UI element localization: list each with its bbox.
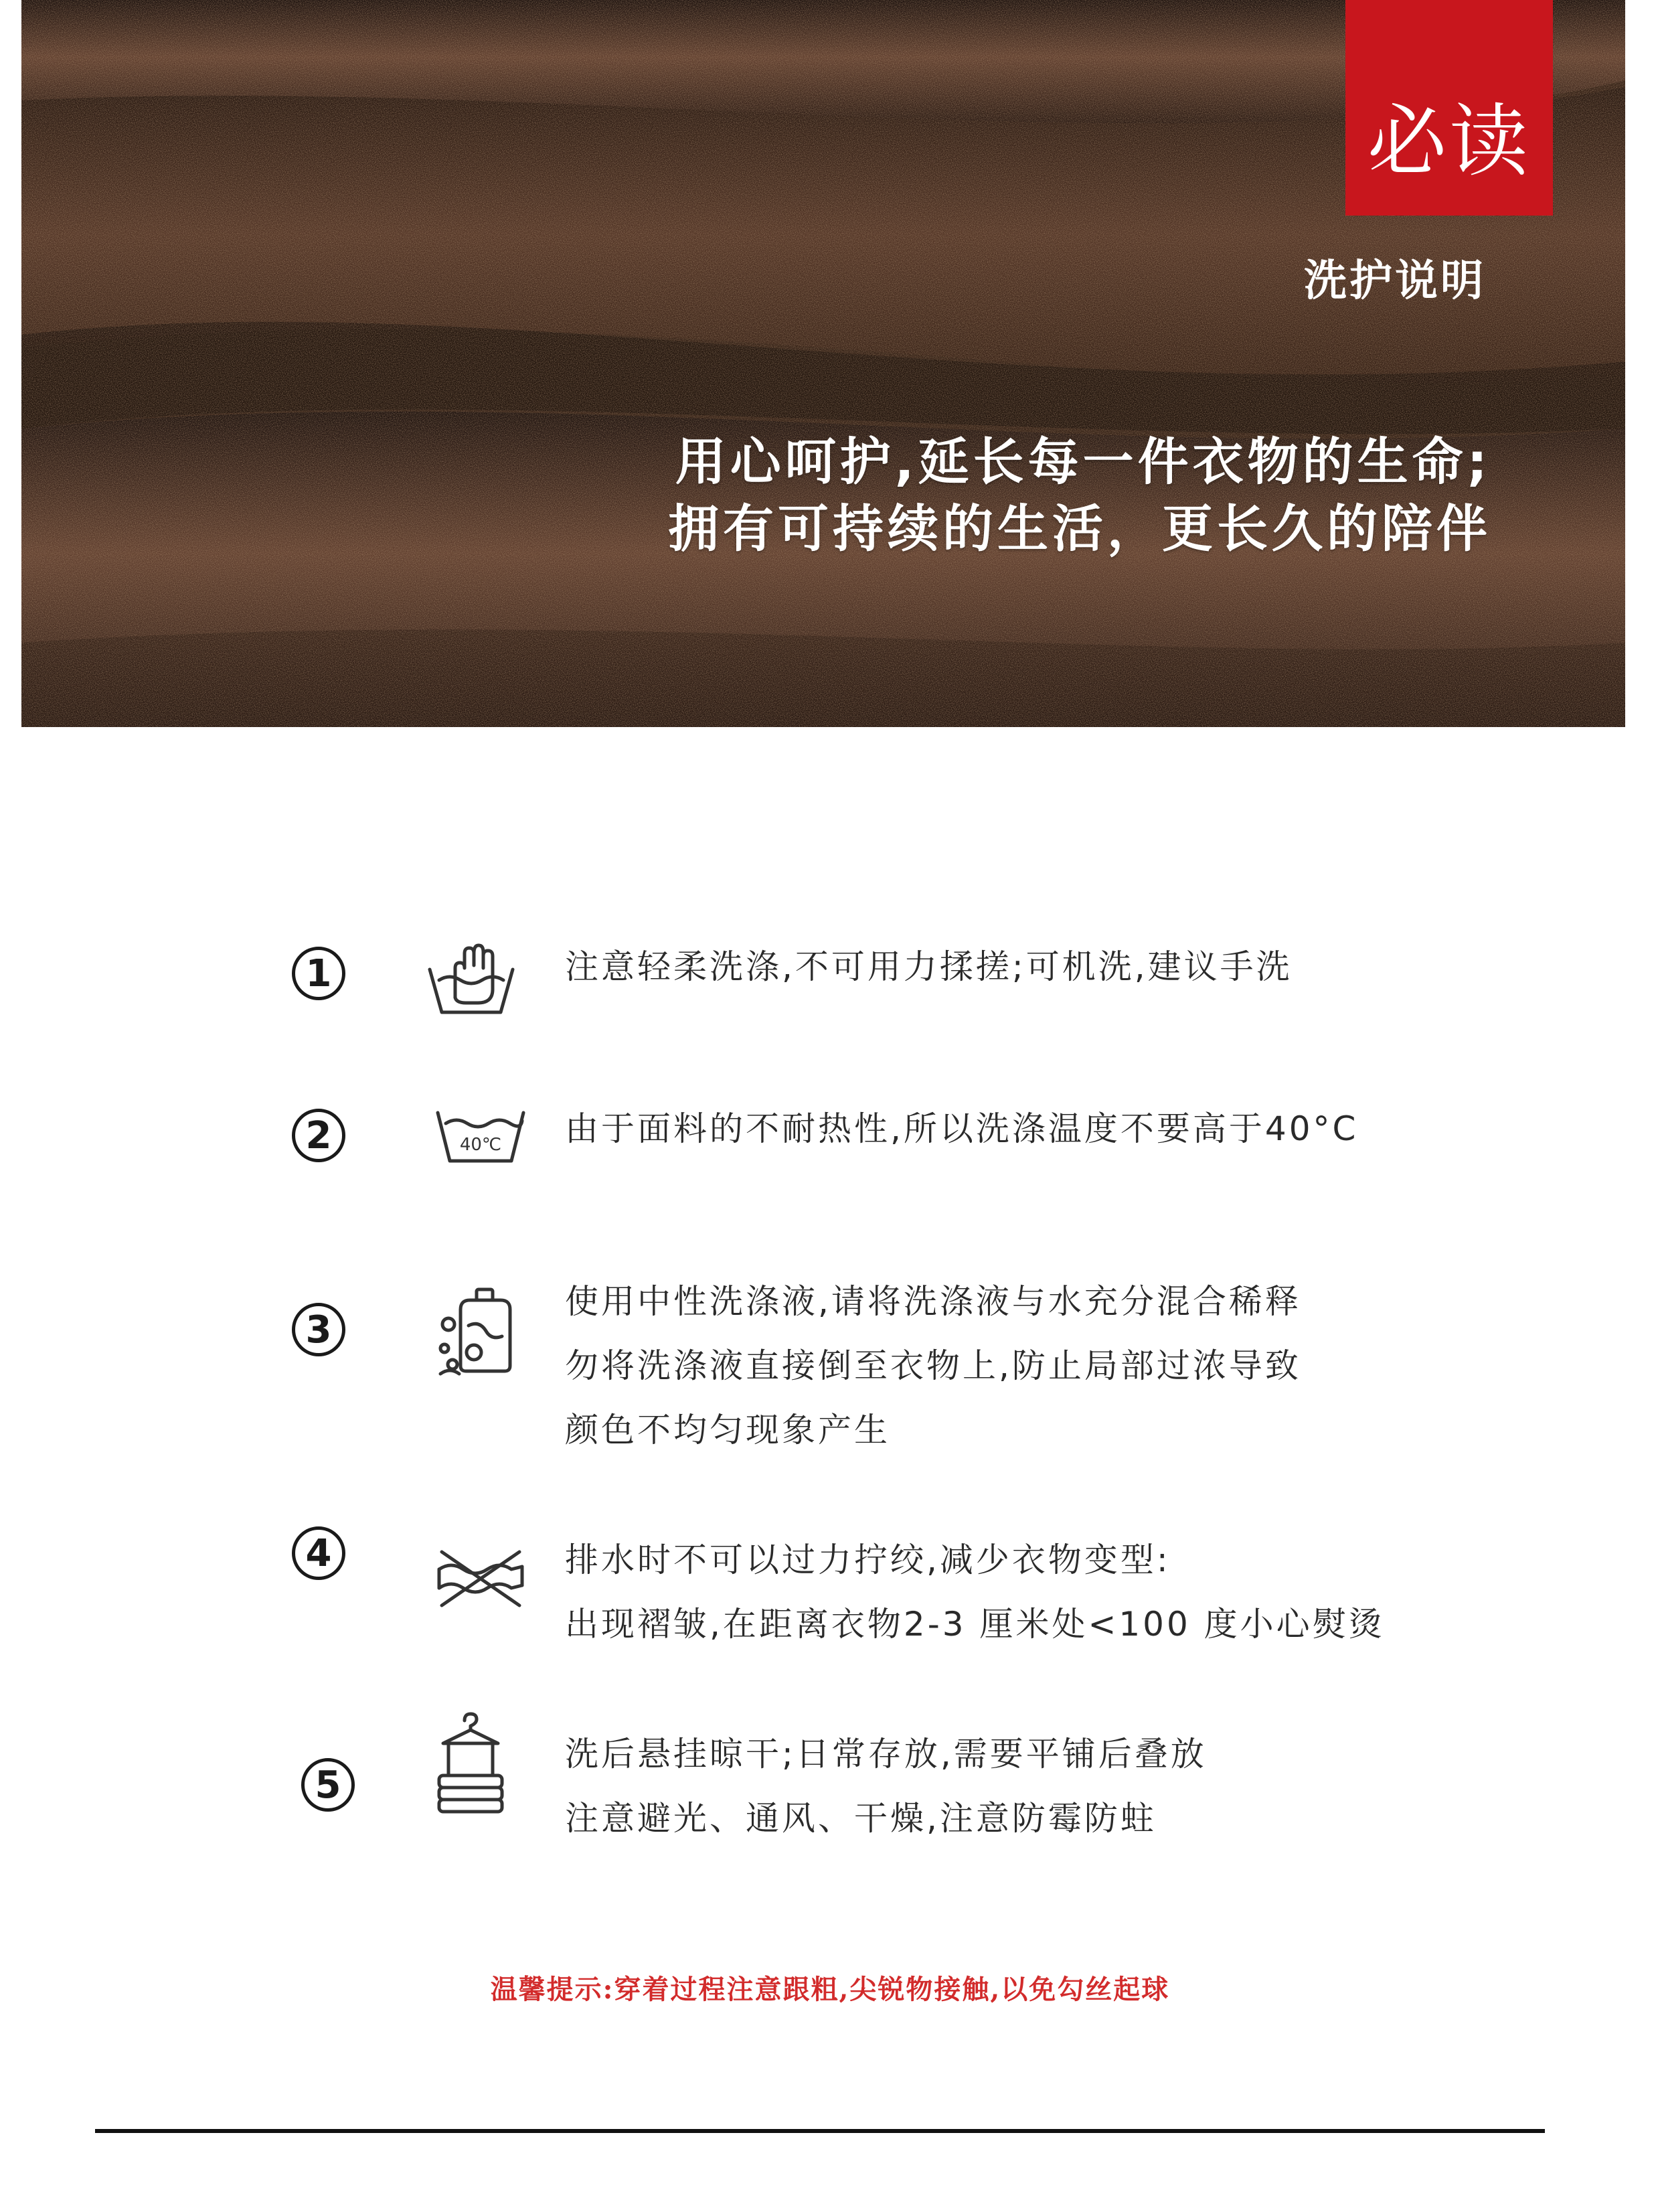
step-number: 2 xyxy=(292,1109,345,1162)
step-line: 注意轻柔洗涤,不可用力揉搓;可机洗,建议手洗 xyxy=(565,947,1293,986)
step-text xyxy=(565,1269,1301,1462)
step-line: 勿将洗涤液直接倒至衣物上,防止局部过浓导致 xyxy=(565,1346,1301,1385)
step-line: 使用中性洗涤液,请将洗涤液与水充分混合稀释 xyxy=(565,1282,1301,1321)
slogan-line-1: 用心呵护,延长每一件衣物的生命; xyxy=(675,432,1491,491)
hang-dry-icon xyxy=(434,1711,507,1818)
step-number: 4 xyxy=(292,1526,345,1580)
step-line: 洗后悬挂晾干;日常存放,需要平铺后叠放 xyxy=(565,1735,1207,1773)
warm-tip: 温馨提示:穿着过程注意跟粗,尖锐物接触,以免勾丝起球 xyxy=(490,1974,1170,2005)
step-line: 注意避光、通风、干燥,注意防霉防蛀 xyxy=(565,1799,1157,1838)
step-text xyxy=(565,935,1293,999)
step-line: 颜色不均匀现象产生 xyxy=(565,1411,890,1449)
hand-wash-icon xyxy=(426,933,517,1020)
do-not-wring-icon xyxy=(434,1547,527,1611)
step-line: 由于面料的不耐热性,所以洗涤温度不要高于40°C xyxy=(565,1109,1359,1148)
step-text xyxy=(565,1097,1358,1161)
step-text xyxy=(565,1528,1385,1656)
must-read-badge xyxy=(1345,0,1553,216)
detergent-bottle-icon xyxy=(435,1287,522,1380)
slogan-line-2: 拥有可持续的生活，更长久的陪伴 xyxy=(668,499,1491,558)
badge-label: 必读 xyxy=(1367,95,1531,187)
divider xyxy=(95,2129,1545,2133)
care-instructions-title: 洗护说明 xyxy=(1304,256,1486,306)
slogan xyxy=(668,428,1491,562)
step-number: 5 xyxy=(301,1758,355,1812)
step-number: 3 xyxy=(292,1303,345,1356)
wash-temp-label: 40℃ xyxy=(459,1135,502,1155)
step-line: 排水时不可以过力拧绞,减少衣物变型: xyxy=(565,1540,1171,1579)
hero-banner xyxy=(21,0,1625,727)
step-text xyxy=(565,1722,1207,1850)
step-line: 出现褶皱,在距离衣物2-3 厘米处<100 度小心熨烫 xyxy=(565,1605,1385,1644)
step-number: 1 xyxy=(292,947,345,1000)
wash-40c-icon xyxy=(435,1101,526,1168)
